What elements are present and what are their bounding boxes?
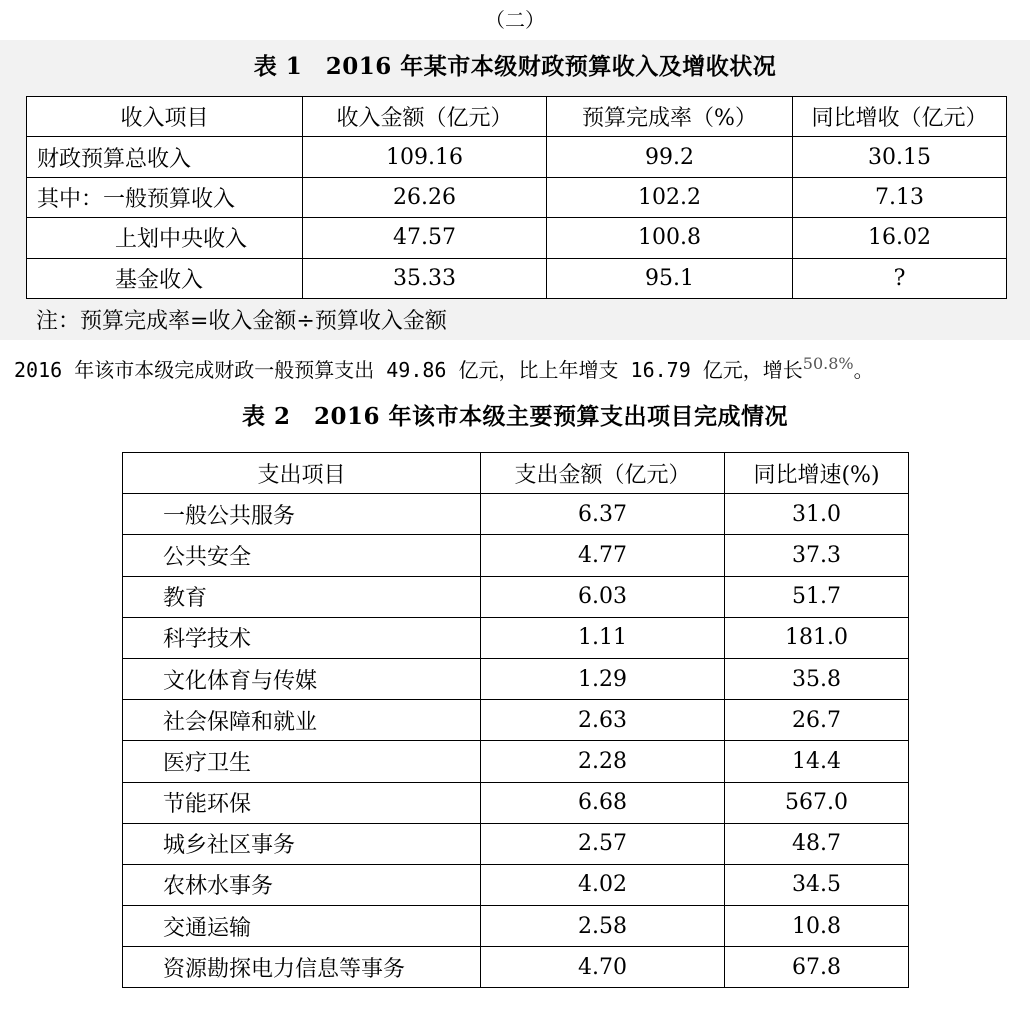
- table2-item-cell: 城乡社区事务: [123, 823, 481, 864]
- section-label: （二）: [485, 8, 545, 32]
- table1-rate-cell: 99.2: [547, 137, 793, 177]
- table2-growth-cell: 10.8: [725, 906, 909, 947]
- table-row: [123, 700, 909, 741]
- table1-header-row: [27, 97, 1007, 137]
- table1-amount-cell: 47.57: [303, 218, 547, 258]
- table2: [122, 452, 909, 988]
- table2-growth-cell: 37.3: [725, 535, 909, 576]
- table-row: [123, 782, 909, 823]
- table-row: [123, 617, 909, 658]
- table2-growth-cell: 14.4: [725, 741, 909, 782]
- table1-header-cell: 预算完成率（%）: [547, 97, 793, 137]
- table1-rate-cell: 100.8: [547, 218, 793, 258]
- table-row: [123, 741, 909, 782]
- table1-caption: 表 1 2016 年某市本级财政预算收入及增收状况: [253, 53, 777, 80]
- table2-header-cell: 支出项目: [123, 453, 481, 494]
- table2-growth-cell: 48.7: [725, 823, 909, 864]
- table2-item-cell: 交通运输: [123, 906, 481, 947]
- table2-amount-cell: 6.37: [481, 494, 725, 535]
- table1-rate-cell: 95.1: [547, 258, 793, 298]
- table2-header-row: [123, 453, 909, 494]
- paragraph-text: 2016 年该市本级完成财政一般预算支出 49.86 亿元，比上年增支 16.79 亿元，增长: [14, 358, 803, 382]
- table2-growth-cell: 181.0: [725, 617, 909, 658]
- table-row: [27, 137, 1007, 177]
- table2-header-cell: 同比增速(%): [725, 453, 909, 494]
- table2-item-cell: 科学技术: [123, 617, 481, 658]
- table2-amount-cell: 4.70: [481, 947, 725, 988]
- table-row: [27, 218, 1007, 258]
- table2-amount-cell: 6.68: [481, 782, 725, 823]
- paragraph-growth: 50.8%: [802, 354, 854, 373]
- table1-increase-cell: 7.13: [793, 177, 1007, 217]
- table2-amount-cell: 1.11: [481, 617, 725, 658]
- table1-header-cell: 同比增收（亿元）: [793, 97, 1007, 137]
- table-row: [27, 177, 1007, 217]
- table2-growth-cell: 35.8: [725, 658, 909, 699]
- table-row: [123, 823, 909, 864]
- table1-header-cell: 收入项目: [27, 97, 303, 137]
- table2-amount-cell: 2.58: [481, 906, 725, 947]
- table2-item-cell: 节能环保: [123, 782, 481, 823]
- table1: [26, 96, 1007, 299]
- table2-amount-cell: 1.29: [481, 658, 725, 699]
- table2-item-cell: 一般公共服务: [123, 494, 481, 535]
- table1-amount-cell: 109.16: [303, 137, 547, 177]
- expenditure-paragraph: [14, 354, 874, 383]
- table1-increase-cell: 16.02: [793, 218, 1007, 258]
- table-row: [123, 576, 909, 617]
- table2-item-cell: 社会保障和就业: [123, 700, 481, 741]
- table-row: [123, 658, 909, 699]
- table2-amount-cell: 2.28: [481, 741, 725, 782]
- table1-header-cell: 收入金额（亿元）: [303, 97, 547, 137]
- table2-caption: 表 2 2016 年该市本级主要预算支出项目完成情况: [241, 403, 789, 430]
- table2-amount-cell: 4.77: [481, 535, 725, 576]
- table2-item-cell: 文化体育与传媒: [123, 658, 481, 699]
- table2-growth-cell: 51.7: [725, 576, 909, 617]
- table2-amount-cell: 2.57: [481, 823, 725, 864]
- table2-growth-cell: 26.7: [725, 700, 909, 741]
- table1-item-cell: 财政预算总收入: [27, 137, 303, 177]
- table2-item-cell: 农林水事务: [123, 864, 481, 905]
- table2-header-cell: 支出金额（亿元）: [481, 453, 725, 494]
- table1-item-cell: 上划中央收入: [27, 218, 303, 258]
- table-row: [123, 947, 909, 988]
- table1-note: 注：预算完成率=收入金额÷预算收入金额: [36, 309, 447, 334]
- table2-growth-cell: 34.5: [725, 864, 909, 905]
- table-row: [123, 864, 909, 905]
- table2-amount-cell: 4.02: [481, 864, 725, 905]
- table2-item-cell: 教育: [123, 576, 481, 617]
- table2-item-cell: 资源勘探电力信息等事务: [123, 947, 481, 988]
- table2-item-cell: 公共安全: [123, 535, 481, 576]
- table1-amount-cell: 26.26: [303, 177, 547, 217]
- table2-amount-cell: 2.63: [481, 700, 725, 741]
- table-row: [27, 258, 1007, 298]
- paragraph-end: 。: [853, 358, 874, 382]
- table-row: [123, 535, 909, 576]
- table2-amount-cell: 6.03: [481, 576, 725, 617]
- table1-increase-cell: ?: [793, 258, 1007, 298]
- table-row: [123, 906, 909, 947]
- table-row: [123, 494, 909, 535]
- table2-item-cell: 医疗卫生: [123, 741, 481, 782]
- table2-growth-cell: 567.0: [725, 782, 909, 823]
- table1-item-cell: 基金收入: [27, 258, 303, 298]
- table1-rate-cell: 102.2: [547, 177, 793, 217]
- table1-amount-cell: 35.33: [303, 258, 547, 298]
- table2-growth-cell: 67.8: [725, 947, 909, 988]
- table1-item-cell: 其中：一般预算收入: [27, 177, 303, 217]
- table2-growth-cell: 31.0: [725, 494, 909, 535]
- table1-increase-cell: 30.15: [793, 137, 1007, 177]
